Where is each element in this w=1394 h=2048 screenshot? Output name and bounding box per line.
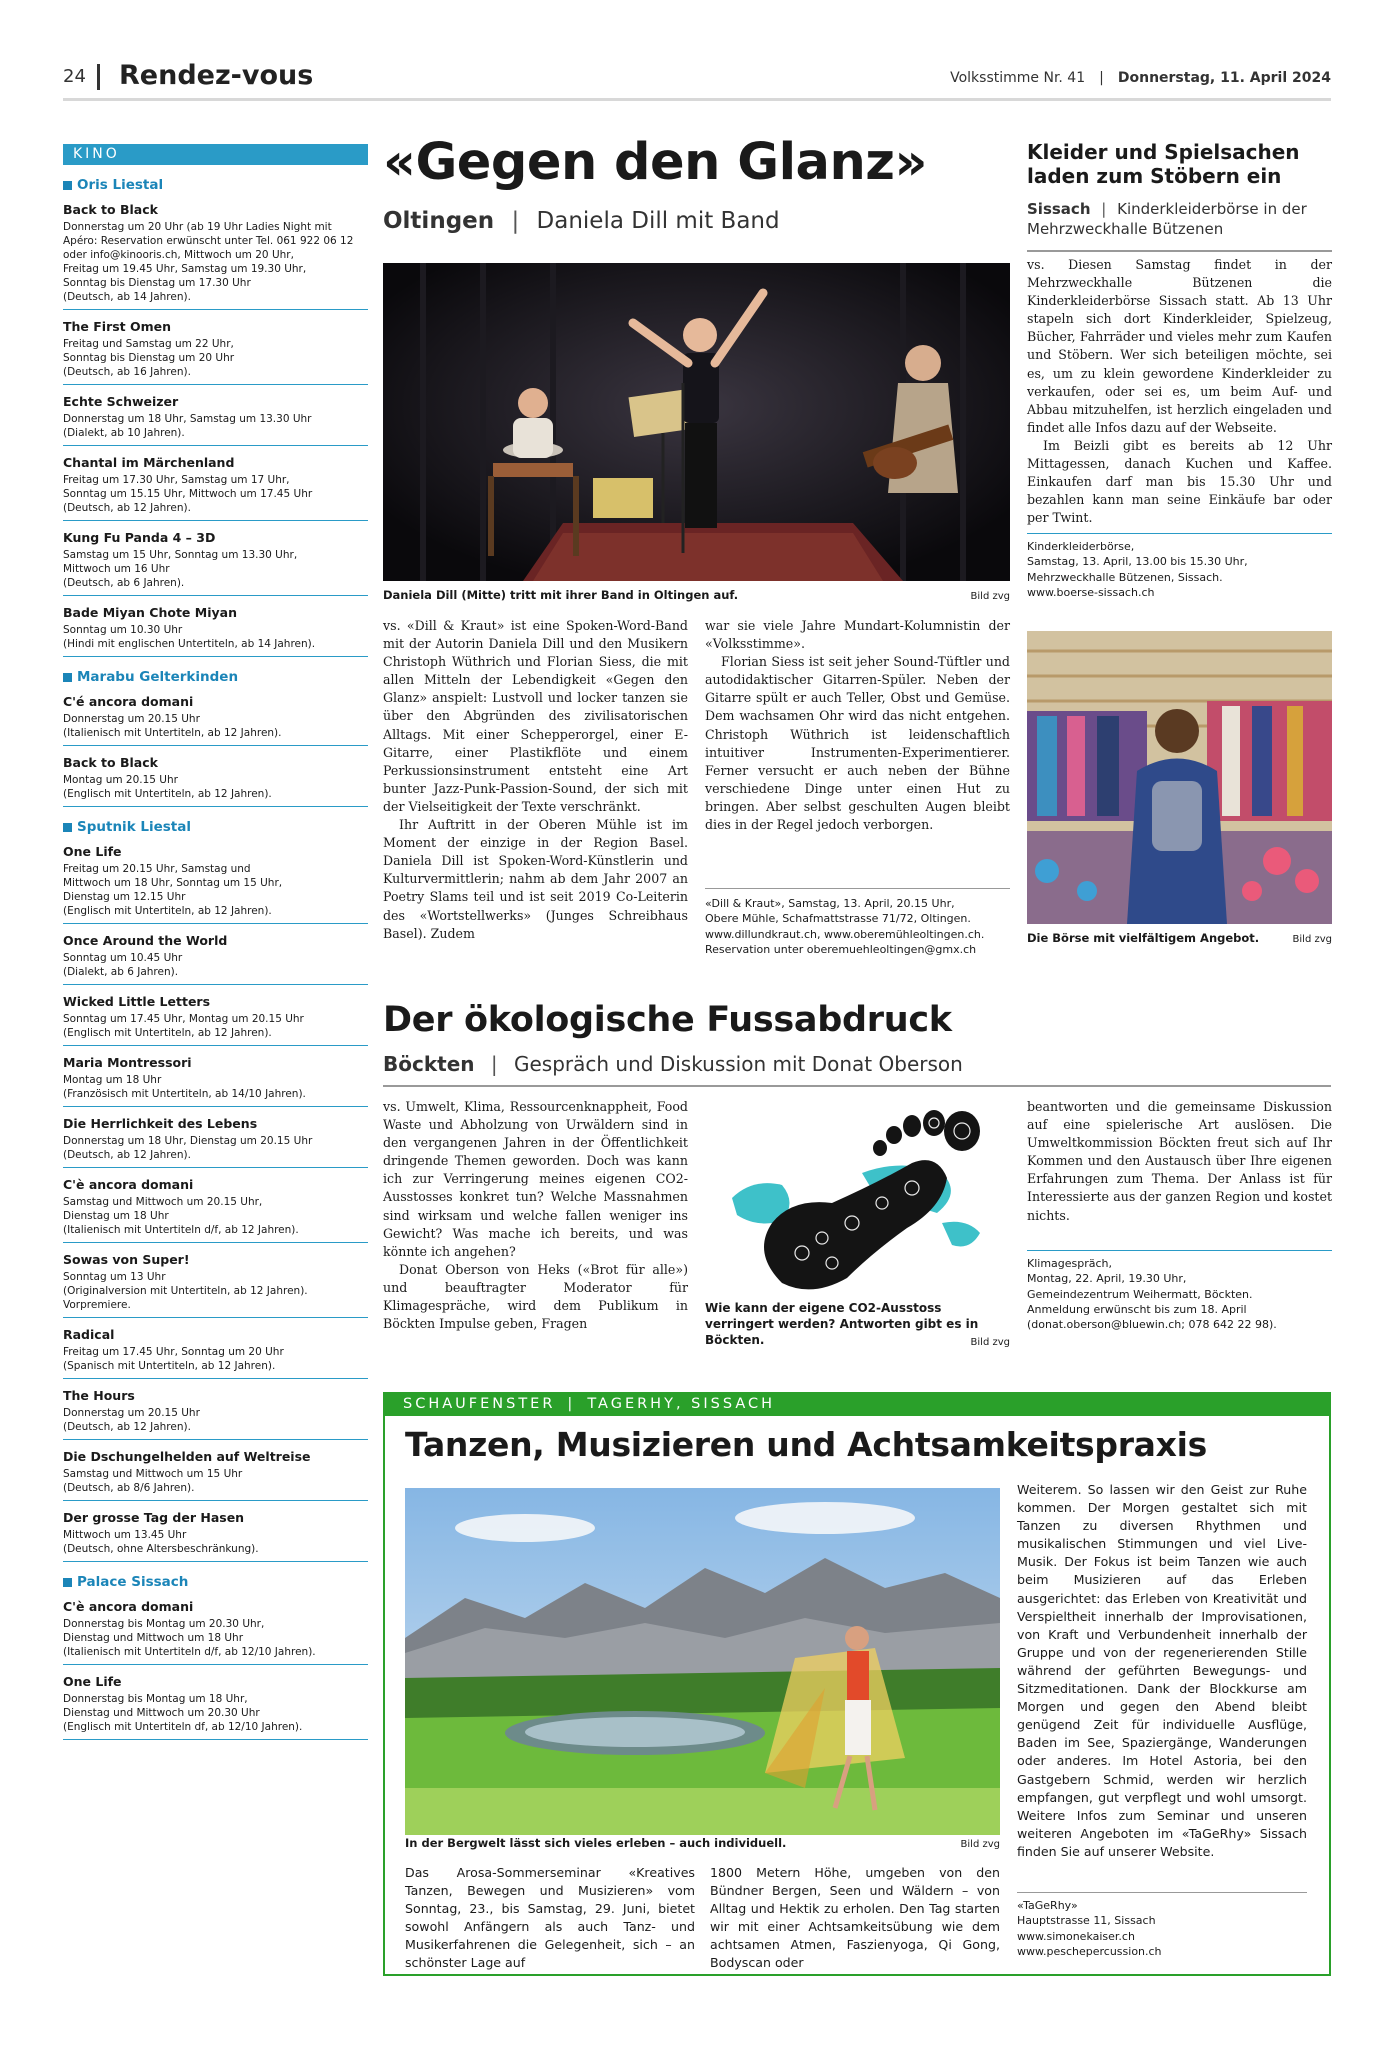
event-info-fuss: Klimagespräch, Montag, 22. April, 19.30 Uhr, Gemeindezentrum Weihermatt, Böckten. Anmeldung erwünscht bis zum 18. April (donat.oberson@bluewin.ch; 078 642 22 98). bbox=[1027, 1250, 1332, 1332]
location-label: Böckten bbox=[383, 1052, 475, 1076]
article-body-glanz-col2 bbox=[705, 617, 1010, 834]
film-listing bbox=[63, 310, 368, 385]
event-info-kleider: Kinderkleiderbörse, Samstag, 13. April, 13.00 bis 15.30 Uhr, Mehrzweckhalle Bützenen, Sissach. www.boerse-sissach.ch bbox=[1027, 533, 1332, 600]
film-title: Wicked Little Letters bbox=[63, 994, 211, 1009]
film-listing bbox=[63, 596, 368, 657]
photo-caption-kleider bbox=[1027, 931, 1332, 945]
film-listing bbox=[63, 1379, 368, 1440]
location-label: Oltingen bbox=[383, 208, 495, 234]
cinema-name bbox=[63, 177, 368, 193]
cinema-name bbox=[63, 669, 368, 685]
article-title-schaufenster: Tanzen, Musizieren und Achtsamkeitspraxis bbox=[405, 1425, 1207, 1464]
paragraph: vs. Diesen Samstag findet in der Mehrzweckhalle Bützenen die Kinderkleiderbörse Sissach statt. Ab 13 Uhr stapeln sich dort Kinderkleider, Spielzeug, Bücher, Fahrräder und vieles mehr zum Kaufen und Stöbern. Wer sich beteiligen möchte, sei es, um zu klein gewordene Kinderkleider zu verkaufen, oder sei es, um beim Auf- und Abbau mitzuhelfen, ist herzlich eingeladen und findet alle Infos dazu auf der Webseite. bbox=[1027, 257, 1332, 435]
band-location: TAGERHY, SISSACH bbox=[587, 1396, 776, 1412]
article-subtitle-fuss bbox=[383, 1052, 963, 1076]
band-label: SCHAUFENSTER bbox=[403, 1396, 556, 1412]
film-showtimes: Freitag und Samstag um 22 Uhr, Sonntag bis Dienstag um 20 Uhr (Deutsch, ab 16 Jahren). bbox=[63, 338, 235, 378]
film-title: Sowas von Super! bbox=[63, 1252, 190, 1267]
square-bullet-icon bbox=[63, 1578, 72, 1587]
square-bullet-icon bbox=[63, 823, 72, 832]
film-showtimes: Sonntag um 13 Uhr (Originalversion mit Untertiteln, ab 12 Jahren). Vorpremiere. bbox=[63, 1271, 308, 1311]
film-showtimes: Donnerstag um 20.15 Uhr (Italienisch mit Untertiteln, ab 12 Jahren). bbox=[63, 713, 282, 739]
article-subtitle-kleider bbox=[1027, 199, 1332, 239]
cinema-name bbox=[63, 1574, 368, 1590]
film-showtimes: Sonntag um 10.30 Uhr (Hindi mit englischen Untertiteln, ab 14 Jahren). bbox=[63, 624, 316, 650]
film-listing bbox=[63, 1107, 368, 1168]
article-body-schaufenster-col2: 1800 Metern Höhe, umgeben von den Bündner Bergen, Seen und Wäldern – von Alltag und Hektik zu erholen. Den Tag starten wir mit einer Achtsamkeitsübung wie dem achtsamen Atmen, Faszienyoga, Qi Gong, Bodyscan oder bbox=[710, 1865, 1000, 1971]
event-info-glanz: «Dill & Kraut», Samstag, 13. April, 20.15 Uhr, Obere Mühle, Schafmattstrasse 71/72, Oltingen. www.dillundkraut.ch, www.oberemühleoltingen.ch. Reservation unter oberemuehleoltingen@gmx.ch bbox=[705, 888, 1010, 957]
film-showtimes: Donnerstag um 18 Uhr, Dienstag um 20.15 Uhr (Deutsch, ab 12 Jahren). bbox=[63, 1135, 313, 1161]
mountain-dance-photo bbox=[405, 1488, 1000, 1835]
film-listing bbox=[63, 446, 368, 521]
caption-text: Wie kann der eigene CO2-Ausstoss verringert werden? Antworten gibt es in Böckten. bbox=[705, 1301, 979, 1347]
film-title: C'è ancora domani bbox=[63, 1177, 194, 1192]
schaufenster-band bbox=[385, 1394, 1329, 1416]
film-title: Maria Montressori bbox=[63, 1055, 192, 1070]
article-body-fuss-col1 bbox=[383, 1098, 688, 1333]
issue-date: Donnerstag, 11. April 2024 bbox=[1117, 70, 1331, 86]
film-showtimes: Samstag und Mittwoch um 20.15 Uhr, Dienstag um 18 Uhr (Italienisch mit Untertiteln d/f, ab 12 Jahren). bbox=[63, 1196, 299, 1236]
film-title: Der grosse Tag der Hasen bbox=[63, 1510, 245, 1525]
paragraph: beantworten und die gemeinsame Diskussion auf eine spielerische Art auslösen. Die Umweltkommission Böckten freut sich auf Ihr Kommen und den Austausch über Ihre eigenen Erfahrungen zum Thema. Der Anlass ist für Interessierte aus der ganzen Region und kostet nichts. bbox=[1027, 1099, 1332, 1223]
subtitle-text: Gespräch und Diskussion mit Donat Oberson bbox=[513, 1052, 963, 1076]
divider bbox=[383, 1085, 1331, 1087]
film-showtimes: Samstag um 15 Uhr, Sonntag um 13.30 Uhr, Mittwoch um 16 Uhr (Deutsch, ab 6 Jahren). bbox=[63, 549, 298, 589]
film-showtimes: Donnerstag um 20 Uhr (ab 19 Uhr Ladies Night mit Apéro: Reservation erwünscht unter Tel. 061 922 06 12 oder info@kinooris.ch, Mittwoch um 20 Uhr, Freitag um 19.45 Uhr, Samstag um 19.30 Uhr, Sonntag bis Dienstag um 17.30 Uhr (Deutsch, ab 14 Jahren). bbox=[63, 221, 354, 303]
paragraph: Ihr Auftritt in der Oberen Mühle ist im Moment der einzige in der Region Basel. Daniela Dill ist Spoken-Word-Künstlerin und Kulturvermittlerin; nahm ab dem Jahr 2007 an Poetry Slams teil und ist seit 2019 Co-Leiterin des «Wortstellwerks» (Junges Schreibhaus Basel). Zudem bbox=[383, 817, 688, 941]
film-title: Radical bbox=[63, 1327, 115, 1342]
film-listing bbox=[63, 1318, 368, 1379]
subtitle-text: Kinderkleiderbörse in der Mehrzweckhalle Bützenen bbox=[1027, 200, 1307, 238]
kicker-divider: | bbox=[490, 1052, 498, 1076]
paragraph: Im Beizli gibt es bereits ab 12 Uhr Mittagessen, danach Kuchen und Kaffee. Einkaufen darf man bis 15.30 Uhr und bezahlen kann man seine Einkäufe bar oder per Twint. bbox=[1027, 437, 1332, 526]
film-listing bbox=[63, 985, 368, 1046]
subtitle-text: Daniela Dill mit Band bbox=[536, 208, 780, 234]
cinema-label: Palace Sissach bbox=[77, 1574, 189, 1590]
kicker-divider: | bbox=[511, 208, 520, 234]
article-title-kleider: Kleider und Spielsachen laden zum Stöbern ein bbox=[1027, 140, 1300, 188]
film-showtimes: Freitag um 17.45 Uhr, Sonntag um 20 Uhr (Spanisch mit Untertiteln, ab 12 Jahren). bbox=[63, 1346, 284, 1372]
film-title: The First Omen bbox=[63, 319, 172, 334]
photo-credit: Bild zvg bbox=[970, 1337, 1010, 1348]
header-divider bbox=[97, 64, 100, 90]
meta-separator: | bbox=[1099, 70, 1104, 86]
article-body-schaufenster-col1: Das Arosa-Sommerseminar «Kreatives Tanzen, Bewegen und Musizieren» vom Sonntag, 23., bis Samstag, 29. Juni, bietet sowohl Anfängern als auch Tanz- und Musikerfahrenen die Gelegenheit, sich – an schönster Lage auf bbox=[405, 1865, 695, 1971]
film-showtimes: Mittwoch um 13.45 Uhr (Deutsch, ohne Altersbeschränkung). bbox=[63, 1529, 259, 1555]
kicker-divider: | bbox=[1101, 200, 1107, 218]
cinema-label: Marabu Gelterkinden bbox=[77, 669, 239, 685]
cinema-list bbox=[63, 177, 368, 1740]
photo-credit: Bild zvg bbox=[970, 591, 1010, 602]
film-listing bbox=[63, 1168, 368, 1243]
film-title: The Hours bbox=[63, 1388, 135, 1403]
film-listing bbox=[63, 685, 368, 746]
film-title: C'è ancora domani bbox=[63, 1599, 194, 1614]
film-showtimes: Montag um 20.15 Uhr (Englisch mit Untertiteln, ab 12 Jahren). bbox=[63, 774, 272, 800]
film-title: Echte Schweizer bbox=[63, 394, 179, 409]
film-showtimes: Sonntag um 17.45 Uhr, Montag um 20.15 Uhr (Englisch mit Untertiteln, ab 12 Jahren). bbox=[63, 1013, 304, 1039]
paragraph: Donat Oberson von Heks («Brot für alle») und beauftragter Moderator für Klimagespräche, wird dem Publikum in Böckten Impulse geben, Fragen bbox=[383, 1261, 688, 1332]
clothing-market-photo bbox=[1027, 631, 1332, 924]
photo-credit: Bild zvg bbox=[1292, 934, 1332, 945]
film-showtimes: Donnerstag um 20.15 Uhr (Deutsch, ab 12 Jahren). bbox=[63, 1407, 200, 1433]
film-listing bbox=[63, 1440, 368, 1501]
film-listing bbox=[63, 521, 368, 596]
section-title: Rendez-vous bbox=[119, 60, 314, 91]
film-listing bbox=[63, 1243, 368, 1318]
photo-credit: Bild zvg bbox=[960, 1839, 1000, 1850]
article-body-schaufenster-col3: Weiterem. So lassen wir den Geist zur Ruhe kommen. Der Morgen gestaltet sich mit Tanzen zu diversen Rhythmen und musikalischen Stimmungen und viel Live-Musik. Der Fokus ist beim Tanzen wie auch beim Musizieren auf das Erleben ausgerichtet: das Erleben von Kreativität und Verspieltheit innerhalb der Improvisationen, von Kraft und Verbundenheit innerhalb der Gruppe und von der regenerierenden Stille während der geführten Bewegungs- und Sitzmeditationen. Dank der Blockkurse am Morgen und gegen den Abend bleibt genügend Zeit für individuelle Ausflüge, Baden im See, Spaziergänge, Wanderungen oder anderes. Im Hotel Astoria, bei den Gastgebern Schmid, werden wir herzlich empfangen, gut verpflegt und wohl umsorgt. Weitere Infos zum Seminar und unseren weiteren Angeboten im «TaGeRhy» Sissach finden Sie auf unserer Website. bbox=[1017, 1482, 1307, 1859]
article-body-fuss-col3 bbox=[1027, 1098, 1332, 1225]
illustration-caption-fuss bbox=[705, 1300, 1010, 1351]
contact-info-schaufenster: «TaGeRhy» Hauptstrasse 11, Sissach www.simonekaiser.ch www.peschepercussion.ch bbox=[1017, 1892, 1307, 1959]
article-body-kleider bbox=[1027, 253, 1332, 527]
film-listing bbox=[63, 924, 368, 985]
header-rule bbox=[63, 98, 1331, 101]
film-showtimes: Freitag um 17.30 Uhr, Samstag um 17 Uhr, Sonntag um 15.15 Uhr, Mittwoch um 17.45 Uhr (Deutsch, ab 12 Jahren). bbox=[63, 474, 313, 514]
film-showtimes: Donnerstag bis Montag um 18 Uhr, Dienstag und Mittwoch um 20.30 Uhr (Englisch mit Untertiteln df, ab 12/10 Jahren). bbox=[63, 1693, 303, 1733]
caption-text: Daniela Dill (Mitte) tritt mit ihrer Band in Oltingen auf. bbox=[383, 588, 739, 602]
film-showtimes: Donnerstag bis Montag um 20.30 Uhr, Dienstag und Mittwoch um 18 Uhr (Italienisch mit Untertiteln d/f, ab 12/10 Jahren). bbox=[63, 1618, 316, 1658]
film-showtimes: Sonntag um 10.45 Uhr (Dialekt, ab 6 Jahren). bbox=[63, 952, 183, 978]
issue-label: Volksstimme Nr. 41 bbox=[950, 70, 1086, 86]
film-title: One Life bbox=[63, 844, 122, 859]
film-listing bbox=[63, 1501, 368, 1562]
film-title: Back to Black bbox=[63, 202, 158, 217]
cinema-label: Sputnik Liestal bbox=[77, 819, 191, 835]
footprint-illustration bbox=[712, 1103, 1012, 1293]
film-listing bbox=[63, 1665, 368, 1740]
kino-heading: KINO bbox=[63, 144, 368, 165]
film-title: Die Dschungelhelden auf Weltreise bbox=[63, 1449, 311, 1464]
paragraph: war sie viele Jahre Mundart-Kolumnistin der «Volksstimme». bbox=[705, 618, 1010, 652]
band-divider: | bbox=[567, 1396, 576, 1412]
film-title: Once Around the World bbox=[63, 933, 228, 948]
cinema-name bbox=[63, 819, 368, 835]
article-subtitle-glanz bbox=[383, 208, 780, 234]
photo-caption-glanz bbox=[383, 588, 1010, 602]
film-title: Back to Black bbox=[63, 755, 158, 770]
film-title: Chantal im Märchenland bbox=[63, 455, 235, 470]
kino-listing bbox=[63, 144, 368, 1740]
caption-text: Die Börse mit vielfältigem Angebot. bbox=[1027, 931, 1260, 945]
paragraph: vs. «Dill & Kraut» ist eine Spoken-Word-Band mit der Autorin Daniela Dill und den Musikern Christoph Wüthrich und Florian Siess, die mit allen Mitteln der Lebendigkeit «Gegen den Glanz» anspielt: Lustvoll und locker tanzen sie über den Abgründen des zivilisatorischen Alltags. Mit einer Schepperorgel, einer E-Gitarre, einer Plastikflöte und einem Perkussionsinstrument entsteht eine Art bunter Jazz-Punk-Passion-Sound, der sich mit der Vielseitigkeit der Texte verschränkt. bbox=[383, 618, 688, 814]
divider bbox=[1027, 250, 1332, 252]
film-showtimes: Montag um 18 Uhr (Französisch mit Untertiteln, ab 14/10 Jahren). bbox=[63, 1074, 306, 1100]
article-title-fuss: Der ökologische Fussabdruck bbox=[383, 1000, 952, 1040]
film-listing bbox=[63, 385, 368, 446]
film-title: One Life bbox=[63, 1674, 122, 1689]
film-title: C'é ancora domani bbox=[63, 694, 194, 709]
article-title-glanz: «Gegen den Glanz» bbox=[383, 133, 927, 192]
film-showtimes: Donnerstag um 18 Uhr, Samstag um 13.30 Uhr (Dialekt, ab 10 Jahren). bbox=[63, 413, 312, 439]
square-bullet-icon bbox=[63, 673, 72, 682]
film-listing bbox=[63, 193, 368, 310]
header-meta bbox=[950, 70, 1331, 86]
film-title: Bade Miyan Chote Miyan bbox=[63, 605, 237, 620]
film-listing bbox=[63, 1046, 368, 1107]
page-number: 24 bbox=[63, 66, 86, 87]
band-photo bbox=[383, 263, 1010, 581]
film-listing bbox=[63, 835, 368, 924]
square-bullet-icon bbox=[63, 181, 72, 190]
film-title: Kung Fu Panda 4 – 3D bbox=[63, 530, 216, 545]
film-showtimes: Samstag und Mittwoch um 15 Uhr (Deutsch, ab 8/6 Jahren). bbox=[63, 1468, 243, 1494]
film-showtimes: Freitag um 20.15 Uhr, Samstag und Mittwoch um 18 Uhr, Sonntag um 15 Uhr, Dienstag um 12.15 Uhr (Englisch mit Untertiteln, ab 12 Jahren). bbox=[63, 863, 283, 917]
paragraph: Florian Siess ist seit jeher Sound-Tüftler und autodidaktischer Gitarren-Spüler. Neben der Gitarre spült er auch Teller, Obst und Gemüse. Dem wachsamen Ohr wird das nicht entgehen. Christoph Wüthrich ist leidenschaftlich intuitiver Instrumenten-Experimentierer. Ferner versucht er auch neben der Bühne verschiedene Dinge unter einen Hut zu bringen. Aber selbst geschulten Augen bleibt dies in der Regel jedoch verborgen. bbox=[705, 654, 1010, 833]
film-listing bbox=[63, 746, 368, 807]
cinema-label: Oris Liestal bbox=[77, 177, 164, 193]
photo-caption-schaufenster bbox=[405, 1836, 1000, 1850]
film-title: Die Herrlichkeit des Lebens bbox=[63, 1116, 258, 1131]
location-label: Sissach bbox=[1027, 200, 1091, 218]
paragraph: vs. Umwelt, Klima, Ressourcenknappheit, Food Waste und Abholzung von Urwäldern sind in den vergangenen Jahren in der Öffentlichkeit dringende Themen geworden. Doch was kann ich zur Verringerung meines eigenen CO2-Ausstosses konkret tun? Welche Massnahmen sind wirksam und welche fallen weniger ins Gewicht? Was mache ich bereits, und was könnte ich angehen? bbox=[383, 1099, 688, 1259]
article-body-glanz-col1 bbox=[383, 617, 688, 943]
caption-text: In der Bergwelt lässt sich vieles erleben – auch individuell. bbox=[405, 1836, 787, 1850]
film-listing bbox=[63, 1590, 368, 1665]
